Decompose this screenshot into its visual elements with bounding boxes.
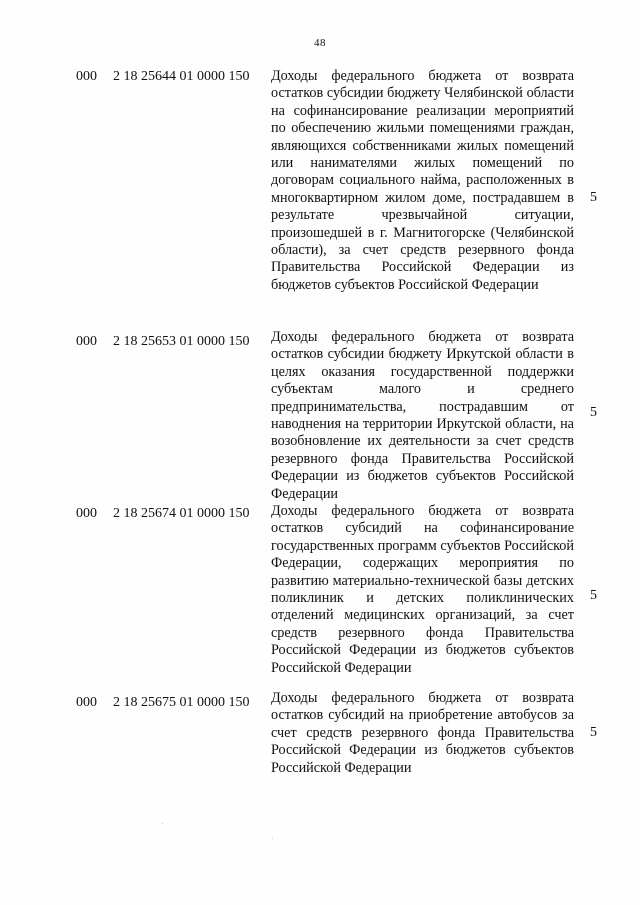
page-number: 48	[314, 37, 326, 49]
admin-code: 000	[76, 334, 97, 349]
admin-code: 000	[76, 506, 97, 521]
distribution-norm: 5	[590, 725, 597, 740]
admin-code: 000	[76, 695, 97, 710]
budget-classification-code: 2 18 25653 01 0000 150	[113, 334, 250, 349]
budget-classification-code: 2 18 25644 01 0000 150	[113, 69, 250, 84]
income-description: Доходы федерального бюджета от возврата остатков субсидий на софинансирование государственных программ субъектов Российской Федерации, содержащих мероприятия по развитию материально-технической базы детских поликлиник и детских поликлинических отделений медицинских организаций, за счет средств резервного фонда Правительства Российской Федерации из бюджетов субъектов Российской Федерации	[271, 503, 574, 676]
admin-code: 000	[76, 69, 97, 84]
distribution-norm: 5	[590, 588, 597, 603]
budget-classification-code: 2 18 25675 01 0000 150	[113, 695, 250, 710]
income-description: Доходы федерального бюджета от возврата остатков субсидии бюджету Иркутской области в целях оказания государственной поддержки субъектам малого и среднего предпринимательства, пострадавшим от наводнения на территории Иркутской области, на возобновление их деятельности за счет средств резервного фонда Правительства Российской Федерации из бюджетов субъектов Российской Федерации	[271, 329, 574, 502]
income-description: Доходы федерального бюджета от возврата остатков субсидии бюджету Челябинской области на софинансирование реализации мероприятий по обеспечению жильми помещениями граждан, являющихся собственниками жилых помещений или нанимателями жилых помещений по договорам социального найма, расположенных в многоквартирном жилом доме, пострадавшем в результате чрезвычайной ситуации, произошедшей в г. Магнитогорске (Челябинской области), за счет средств резервного фонда Правительства Российской Федерации из бюджетов субъектов Российской Федерации	[271, 68, 574, 293]
distribution-norm: 5	[590, 405, 597, 420]
distribution-norm: 5	[590, 190, 597, 205]
scan-speck	[162, 823, 163, 824]
budget-classification-code: 2 18 25674 01 0000 150	[113, 506, 250, 521]
income-description: Доходы федерального бюджета от возврата остатков субсидий на приобретение автобусов за счет средств резервного фонда Правительства Российской Федерации из бюджетов субъектов Российской Федерации	[271, 690, 574, 776]
scan-speck	[272, 838, 273, 839]
